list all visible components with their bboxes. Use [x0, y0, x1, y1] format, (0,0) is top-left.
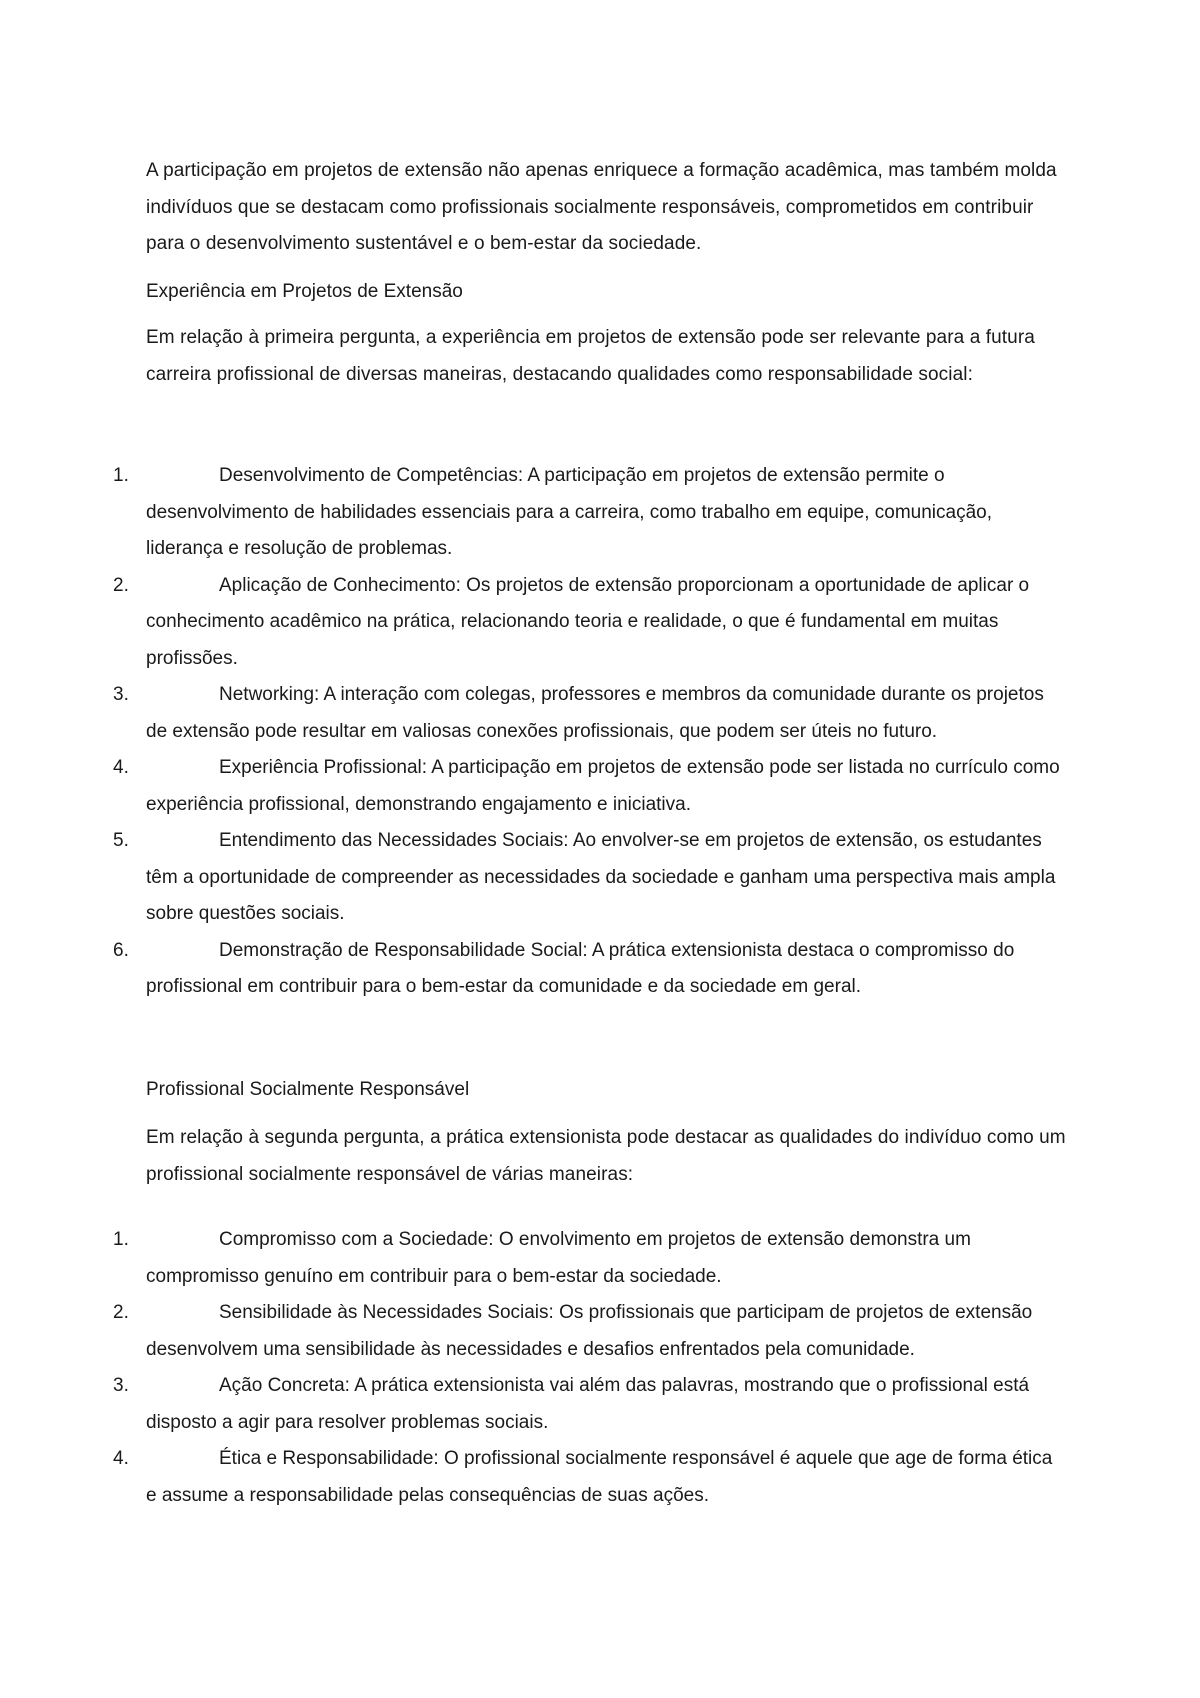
list-item [0, 823, 1200, 933]
list-item-text: Ação Concreta: A prática extensionista vai além das palavras, mostrando que o profissional está disposto a agir para resolver problemas sociais. [146, 1375, 1030, 1433]
section-2-list [0, 1222, 1200, 1514]
section-2-heading: Profissional Socialmente Responsável [146, 1079, 470, 1100]
list-item [0, 458, 1200, 568]
list-item-text: Sensibilidade às Necessidades Sociais: Os profissionais que participam de projetos de extensão desenvolvem uma sensibilidade às necessidades e desafios enfrentados pela comunidade. [146, 1302, 1033, 1360]
list-item [0, 1441, 1200, 1514]
list-number: 2. [113, 1302, 129, 1323]
list-number: 3. [113, 1375, 129, 1396]
list-item [0, 750, 1200, 823]
list-number: 4. [113, 1448, 129, 1469]
list-item [0, 933, 1200, 1006]
list-number: 3. [113, 684, 129, 705]
list-item-text: Desenvolvimento de Competências: A participação em projetos de extensão permite o desenvolvimento de habilidades essenciais para a carreira, como trabalho em equipe, comunicação, liderança e resolução de problemas. [146, 465, 992, 559]
section-1-list [0, 458, 1200, 1006]
list-item [0, 1222, 1200, 1295]
list-item [0, 568, 1200, 678]
section-1-lead: Em relação à primeira pergunta, a experiência em projetos de extensão pode ser relevante para a futura carreira profissional de diversas maneiras, destacando qualidades como responsabilidade social: [146, 327, 1035, 385]
list-item-text: Ética e Responsabilidade: O profissional socialmente responsável é aquele que age de forma ética e assume a responsabilidade pelas consequências de suas ações. [146, 1448, 1053, 1506]
list-item [0, 1295, 1200, 1368]
list-number: 2. [113, 574, 129, 596]
list-number: 1. [113, 1229, 129, 1250]
list-item [0, 1368, 1200, 1441]
list-item [0, 677, 1200, 750]
list-item-text: Entendimento das Necessidades Sociais: Ao envolver-se em projetos de extensão, os estudantes têm a oportunidade de compreender as necessidades da sociedade e ganham uma perspectiva mais ampla sobre questões sociais. [146, 830, 1056, 924]
section-1-heading: Experiência em Projetos de Extensão [146, 281, 463, 302]
section-2-lead: Em relação à segunda pergunta, a prática extensionista pode destacar as qualidades do indivíduo como um profissional socialmente responsável de várias maneiras: [146, 1127, 1066, 1185]
list-item-text: Demonstração de Responsabilidade Social: A prática extensionista destaca o compromisso do profissional em contribuir para o bem-estar da comunidade e da sociedade em geral. [146, 939, 1015, 997]
list-number: 1. [113, 465, 129, 486]
list-item-text: Networking: A interação com colegas, professores e membros da comunidade durante os projetos de extensão pode resultar em valiosas conexões profissionais, que podem ser úteis no futuro. [146, 684, 1044, 742]
list-item-text: Compromisso com a Sociedade: O envolvimento em projetos de extensão demonstra um compromisso genuíno em contribuir para o bem-estar da sociedade. [146, 1229, 971, 1287]
list-number: 4. [113, 757, 129, 778]
list-number: 6. [113, 939, 129, 961]
intro-paragraph: A participação em projetos de extensão não apenas enriquece a formação acadêmica, mas também molda indivíduos que se destacam como profissionais socialmente responsáveis, comprometidos em contribuir para o desenvolvimento sustentável e o bem-estar da sociedade. [146, 160, 1057, 254]
list-number: 5. [113, 830, 129, 851]
list-item-text: Experiência Profissional: A participação em projetos de extensão pode ser listada no currículo como experiência profissional, demonstrando engajamento e iniciativa. [146, 757, 1060, 815]
list-item-text: Aplicação de Conhecimento: Os projetos de extensão proporcionam a oportunidade de aplicar o conhecimento acadêmico na prática, relacionando teoria e realidade, o que é fundamental em muitas profissões. [146, 574, 1030, 669]
